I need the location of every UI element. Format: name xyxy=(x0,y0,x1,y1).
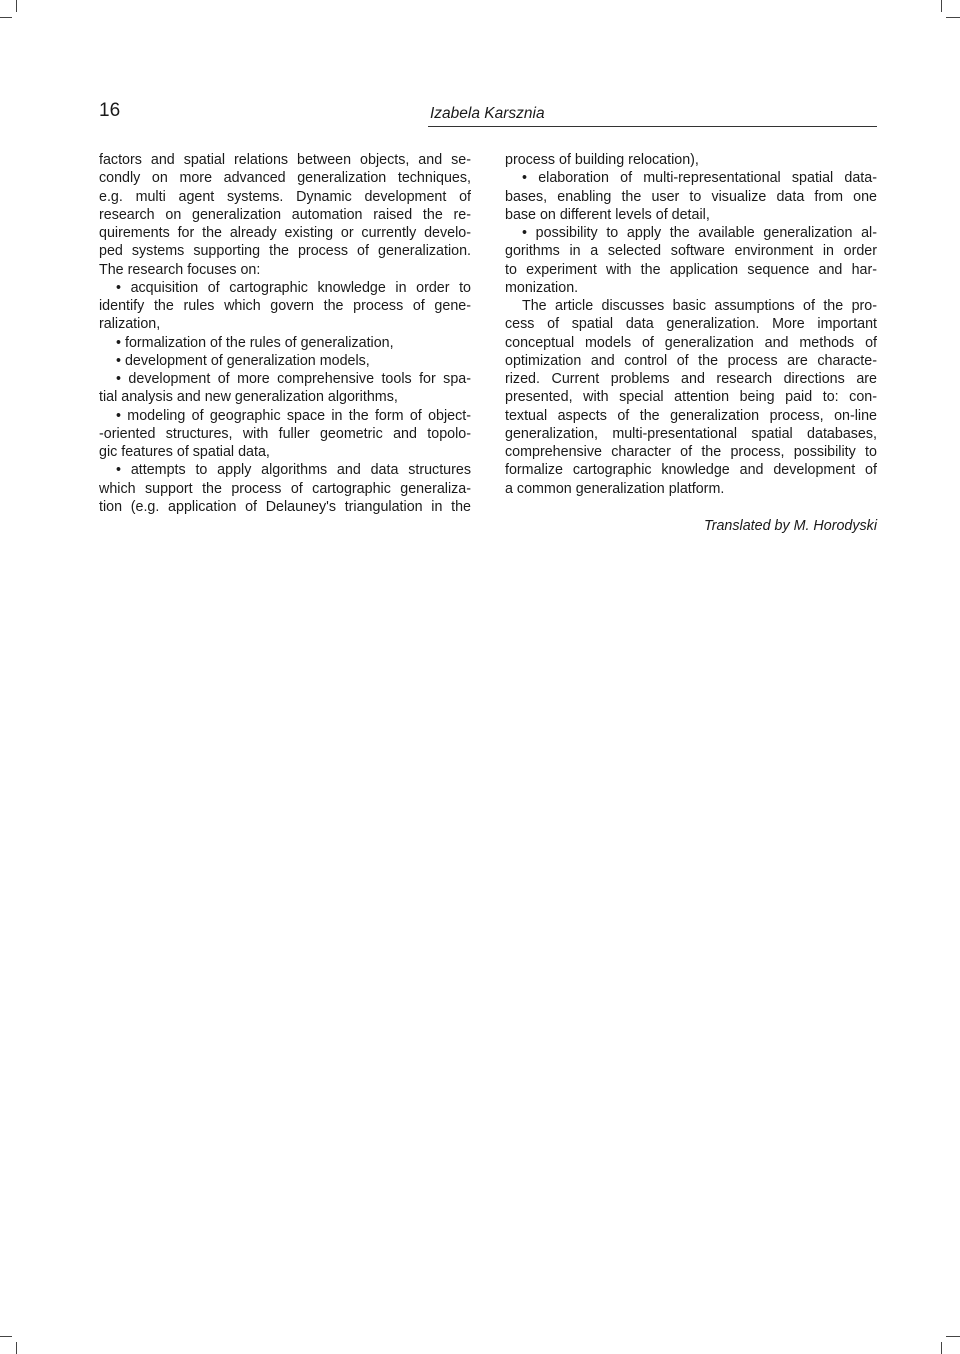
text-line: bases, enabling the user to visualize data from one xyxy=(505,188,877,205)
crop-mark-top-left-vertical xyxy=(16,0,17,12)
right-column xyxy=(505,151,877,498)
crop-mark-top-right-vertical xyxy=(941,0,942,12)
text-line: ralization, xyxy=(99,316,161,333)
running-head-author: Izabela Karsznia xyxy=(430,105,545,122)
text-line: gic features of spatial data, xyxy=(99,444,270,460)
left-column xyxy=(99,151,471,516)
text-line: condly on more advanced generalization techniques, xyxy=(99,170,471,187)
text-line: gorithms in a selected software environment in order xyxy=(505,243,877,260)
header-rule xyxy=(428,126,877,127)
text-line: conceptual models of generalization and methods of xyxy=(505,334,877,351)
crop-mark-bottom-right-horizontal xyxy=(946,1336,960,1337)
text-line: quirements for the already existing or currently develo- xyxy=(99,225,471,241)
text-line: presented, with special attention being paid to: con- xyxy=(505,389,877,406)
text-line: a common generalization platform. xyxy=(505,480,725,497)
text-line: -oriented structures, with fuller geometric and topolo- xyxy=(99,425,471,442)
text-line: ped systems supporting the process of generalization. xyxy=(99,243,471,260)
text-line: rized. Current problems and research directions are xyxy=(505,371,877,387)
text-line: monization. xyxy=(505,279,579,296)
text-line: optimization and control of the process are characte- xyxy=(505,352,877,369)
page-number: 16 xyxy=(99,100,121,121)
text-line: generalization, multi-presentational spatial databases, xyxy=(505,425,877,442)
text-line: tial analysis and new generalization algorithms, xyxy=(99,389,398,406)
crop-mark-top-right-horizontal xyxy=(946,17,960,18)
bullet-line: • possibility to apply the available generalization al- xyxy=(522,225,877,241)
crop-mark-bottom-left-horizontal xyxy=(0,1336,12,1337)
text-line: textual aspects of the generalization process, on-line xyxy=(505,407,877,424)
crop-mark-bottom-right-vertical xyxy=(941,1342,942,1354)
crop-mark-top-left-horizontal xyxy=(0,17,12,18)
text-line: The research focuses on: xyxy=(99,261,261,278)
bullet-line: • modeling of geographic space in the form of object- xyxy=(116,407,471,424)
text-line: identify the rules which govern the process of gene- xyxy=(99,298,471,314)
text-line: research on generalization automation raised the re- xyxy=(99,206,471,223)
text-line: factors and spatial relations between objects, and se- xyxy=(99,152,471,168)
translator-credit: Translated by M. Horodyski xyxy=(704,518,877,534)
text-line: which support the process of cartographic generaliza- xyxy=(99,480,471,497)
bullet-line: • attempts to apply algorithms and data structures xyxy=(116,462,471,479)
bullet-line: • development of more comprehensive tools for spa- xyxy=(116,371,471,387)
bullet-line: • development of generalization models, xyxy=(116,352,370,369)
bullet-line: • formalization of the rules of generalization, xyxy=(116,334,394,351)
text-line: base on different levels of detail, xyxy=(505,206,710,223)
paragraph-first-line: The article discusses basic assumptions of the pro- xyxy=(522,298,877,314)
bullet-line: • elaboration of multi-representational spatial data- xyxy=(522,170,877,187)
bullet-line: • acquisition of cartographic knowledge in order to xyxy=(116,279,471,296)
text-line: to experiment with the application sequence and har- xyxy=(505,261,877,278)
text-line: cess of spatial data generalization. More important xyxy=(505,316,877,333)
text-line: tion (e.g. application of Delauney's triangulation in the xyxy=(99,498,471,515)
crop-mark-bottom-left-vertical xyxy=(16,1342,17,1354)
text-line: formalize cartographic knowledge and development of xyxy=(505,462,877,479)
text-line: process of building relocation), xyxy=(505,152,699,168)
text-line: e.g. multi agent systems. Dynamic development of xyxy=(99,188,471,205)
text-line: comprehensive character of the process, possibility to xyxy=(505,444,877,460)
